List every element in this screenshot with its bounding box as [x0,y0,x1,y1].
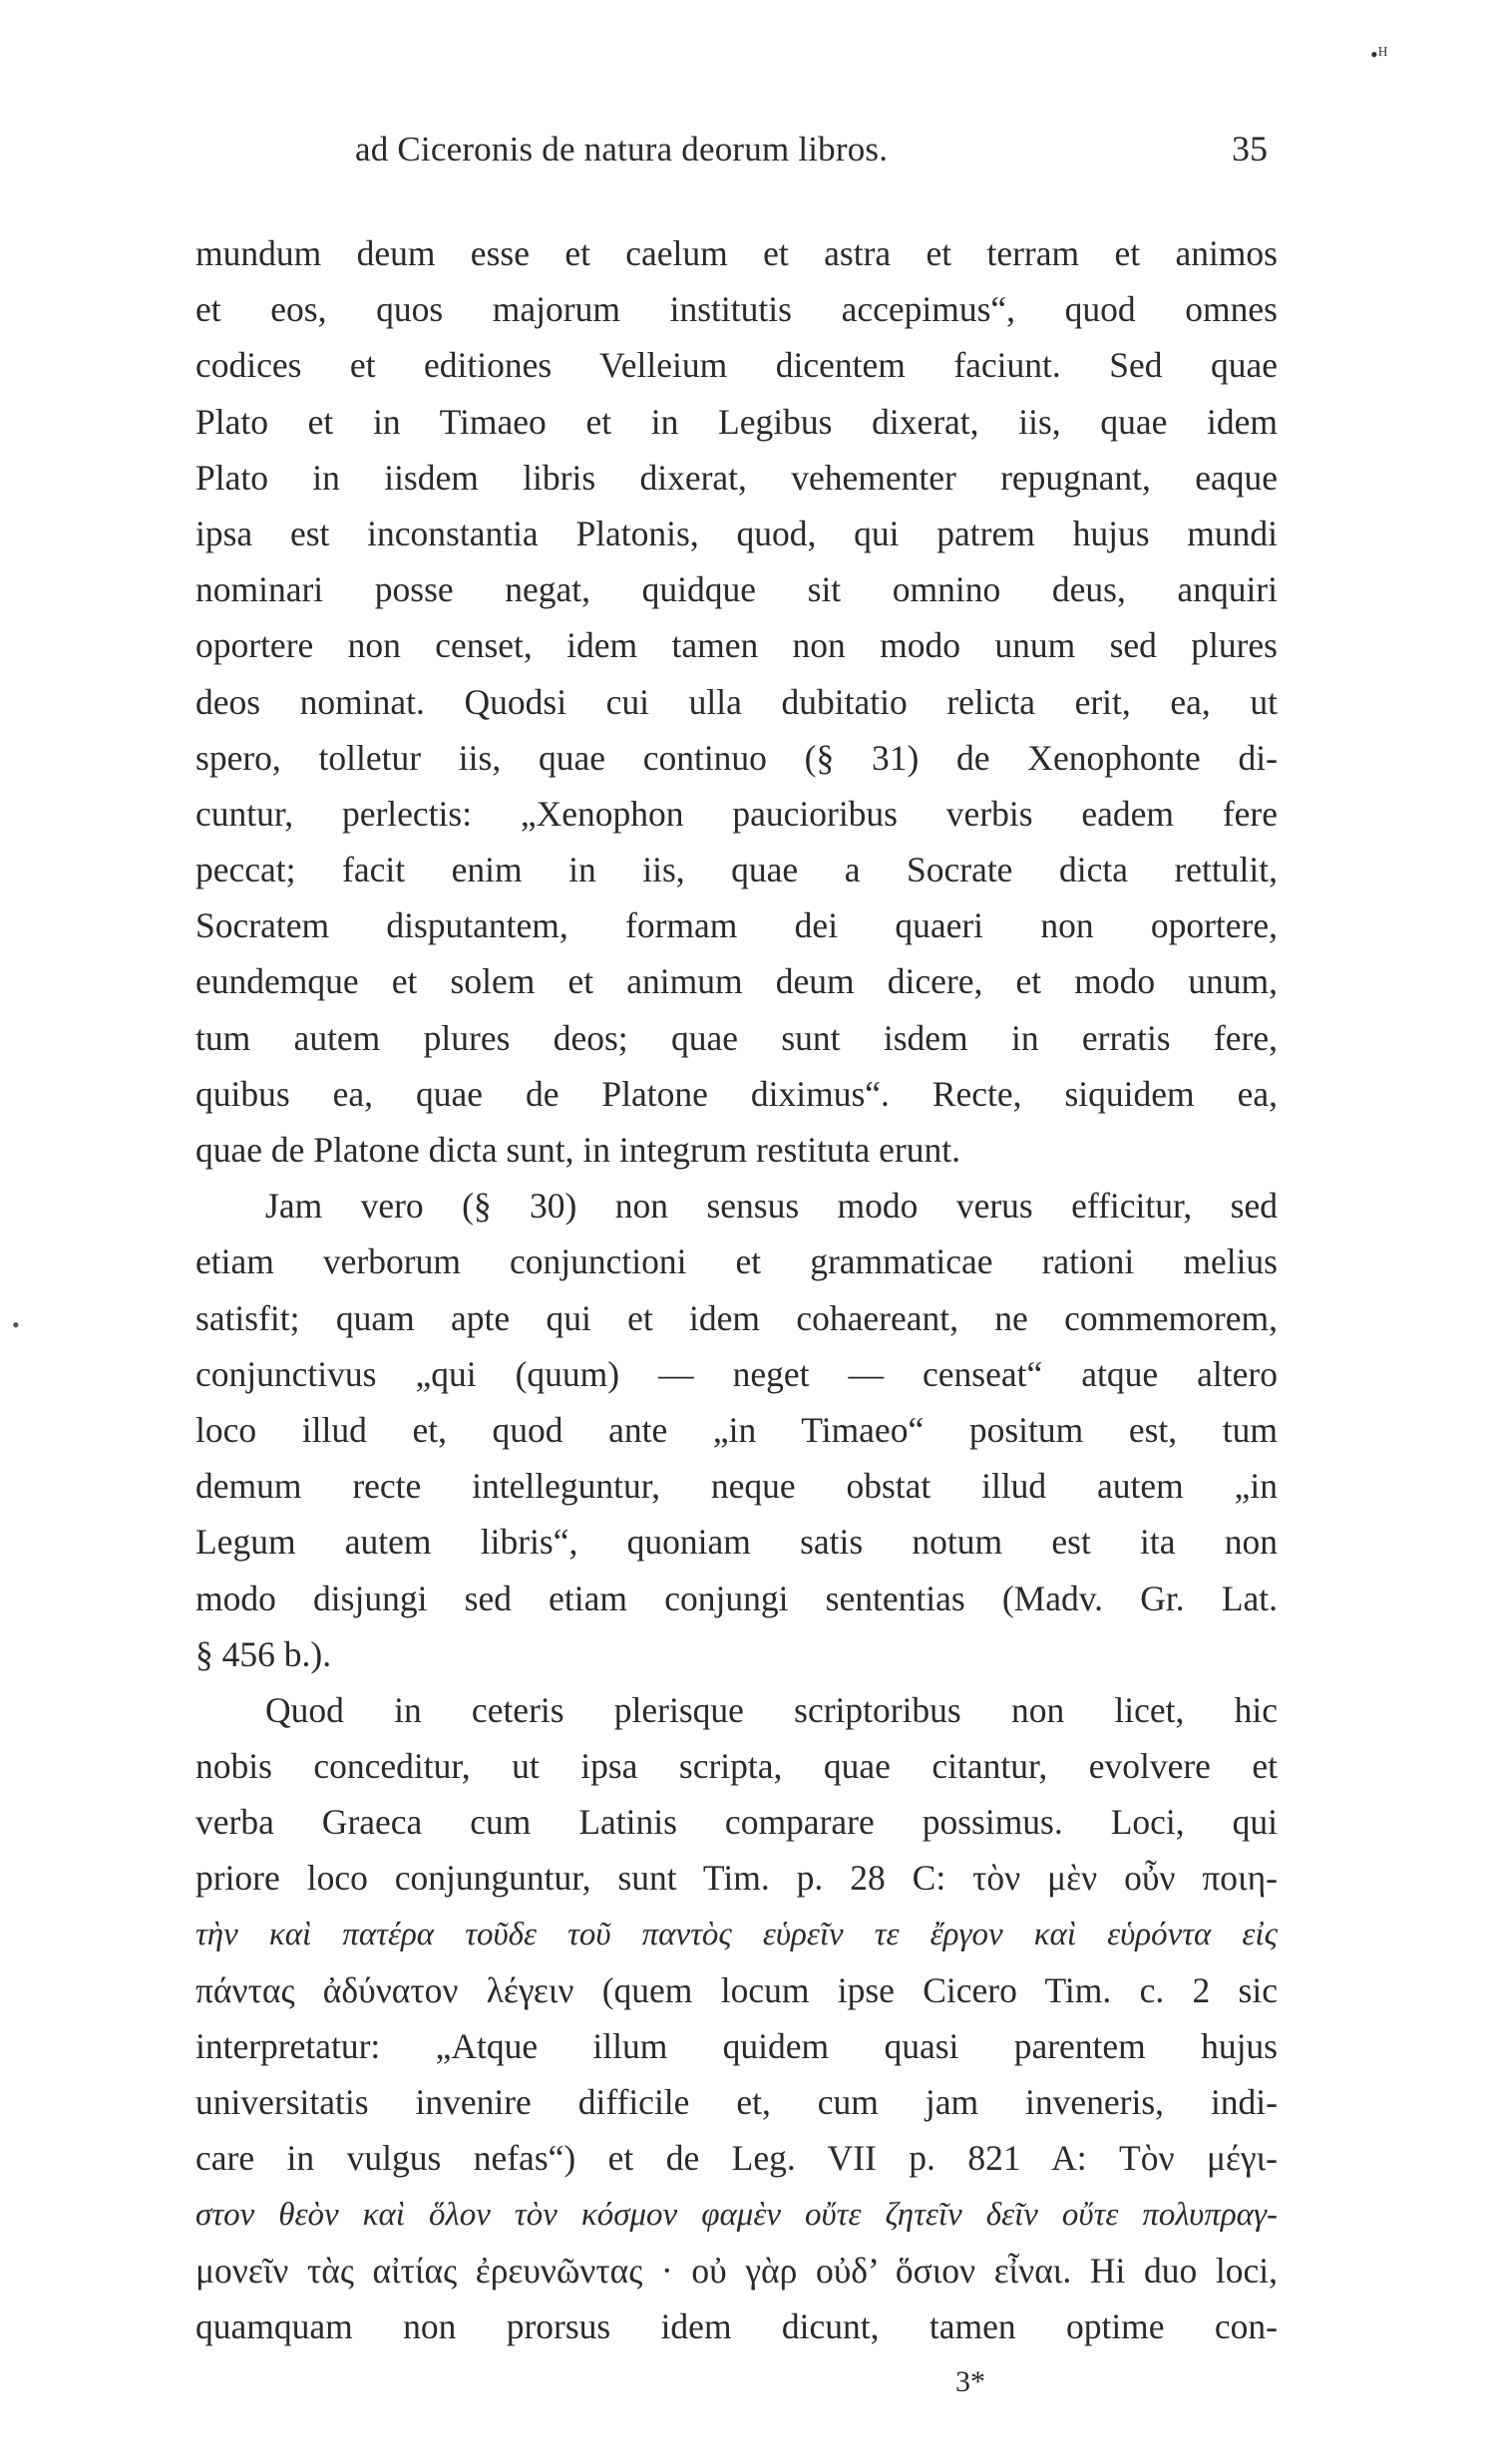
text-line: peccat; facit enim in iis, quae a Socrate dicta rettulit, [195,850,1278,890]
paragraph-start-line: Jam vero (§ 30) non sensus modo verus efficitur, sed [265,1186,1278,1227]
text-line: μονεῖν τὰς αἰτίας ἐρευνῶντας · οὐ γὰρ οὐδ’ ὅσιον εἶναι. Hi duo loci, [195,2250,1278,2290]
text-line: quae de Platone dicta sunt, in integrum restituta erunt. [195,1130,960,1170]
text-line: Plato et in Timaeo et in Legibus dixerat, iis, quae idem [195,401,1278,442]
text-line: codices et editiones Velleium dicentem faciunt. Sed quae [195,345,1278,386]
greek-text-line: στον θεὸν καὶ ὅλον τὸν κόσμον φαμὲν οὔτε ζητεῖν δεῖν οὔτε πολυπραγ- [195,2196,1278,2233]
text-line: quibus ea, quae de Platone diximus“. Recte, siquidem ea, [195,1073,1278,1114]
paragraph-start-line: Quod in ceteris plerisque scriptoribus non licet, hic [265,1689,1278,1730]
text-line: nobis conceditur, ut ipsa scripta, quae citantur, evolvere et [195,1746,1278,1787]
text-line: quamquam non prorsus idem dicunt, tamen optime con- [195,2305,1278,2346]
text-line: interpretatur: „Atque illum quidem quasi parentem hujus [195,2026,1278,2066]
text-line: eundemque et solem et animum deum dicere, et modo unum, [195,961,1278,1002]
text-line: priore loco conjunguntur, sunt Tim. p. 28 C: τὸν μὲν οὖν ποιη- [195,1858,1278,1899]
text-line: Socratem disputantem, formam dei quaeri non oportere, [195,905,1278,946]
margin-mark: • [12,1312,20,1337]
text-line: deos nominat. Quodsi cui ulla dubitatio relicta erit, ea, ut [195,681,1278,722]
body-text [195,225,1278,2410]
text-line: spero, tolletur iis, quae continuo (§ 31) de Xenophonte di- [195,737,1278,778]
greek-text-line: τὴν καὶ πατέρα τοῦδε τοῦ παντὸς εὑρεῖν τε ἔργον καὶ εὑρόντα εἰς [195,1916,1278,1952]
running-title: ad Ciceronis de natura deorum libros. [355,130,889,169]
text-line: ipsa est inconstantia Platonis, quod, qui patrem hujus mundi [195,513,1278,553]
text-line: modo disjungi sed etiam conjungi sententias (Madv. Gr. Lat. [195,1578,1278,1618]
text-line: cuntur, perlectis: „Xenophon paucioribus verbis eadem fere [195,793,1278,834]
text-line: mundum deum esse et caelum et astra et terram et animos [195,233,1278,273]
text-line: care in vulgus nefas“) et de Leg. VII p. 821 A: Τὸν μέγι- [195,2138,1278,2179]
signature-mark: 3* [955,2365,985,2399]
text-line: tum autem plures deos; quae sunt isdem in erratis fere, [195,1017,1278,1058]
text-line: loco illud et, quod ante „in Timaeo“ positum est, tum [195,1409,1278,1450]
text-line: § 456 b.). [195,1633,332,1674]
page-number: 35 [1232,129,1268,169]
text-line: Plato in iisdem libris dixerat, vehementer repugnant, eaque [195,457,1278,498]
text-line: demum recte intelleguntur, neque obstat illud autem „in [195,1466,1278,1507]
text-line: conjunctivus „qui (quum) — neget — censeat“ atque altero [195,1353,1278,1394]
text-line: universitatis invenire difficile et, cum jam inveneris, indi- [195,2082,1278,2123]
text-line: nominari posse negat, quidque sit omnino deus, anquiri [195,569,1278,610]
text-line: satisfit; quam apte qui et idem cohaereant, ne commemorem, [195,1297,1278,1338]
text-line: oportere non censet, idem tamen non modo unum sed plures [195,625,1278,666]
text-line: verba Graeca cum Latinis comparare possimus. Loci, qui [195,1802,1278,1843]
text-line: Legum autem libris“, quoniam satis notum est ita non [195,1522,1278,1563]
text-line: πάντας ἀδύνατον λέγειν (quem locum ipse Cicero Tim. c. 2 sic [195,1969,1278,2010]
text-line: etiam verborum conjunctioni et grammaticae rationi melius [195,1241,1278,1282]
text-line: et eos, quos majorum institutis accepimus“, quod omnes [195,289,1278,330]
corner-mark: •ᴴ [1370,42,1388,67]
